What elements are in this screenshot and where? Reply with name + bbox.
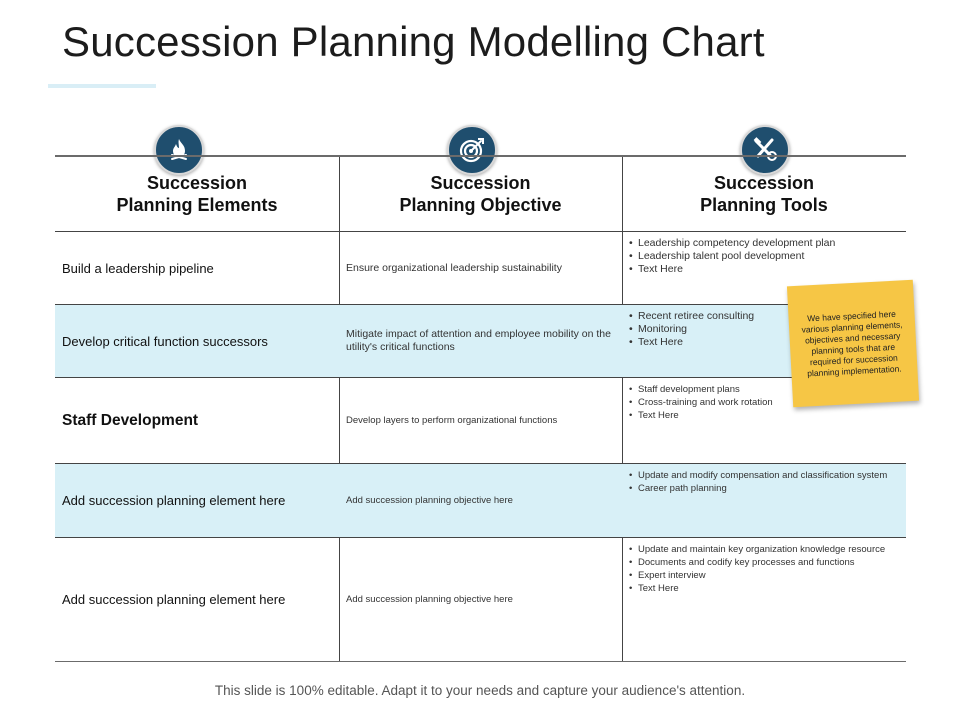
- list-item: • Leadership competency development plan: [629, 237, 835, 250]
- objective-cell: Develop layers to perform organizational functions: [346, 415, 558, 426]
- objective-cell: Ensure organizational leadership sustainability: [346, 261, 562, 274]
- table-row: [55, 377, 906, 463]
- list-item: • Text Here: [629, 582, 885, 595]
- element-cell: Add succession planning element here: [62, 493, 286, 508]
- list-item: • Monitoring: [629, 323, 754, 336]
- list-item: • Expert interview: [629, 569, 885, 582]
- tools-list: [629, 543, 885, 595]
- objective-cell: Add succession planning objective here: [346, 495, 513, 506]
- header-tools: Succession Planning Tools: [700, 172, 828, 215]
- list-item: • Career path planning: [629, 482, 887, 495]
- objective-cell: Mitigate impact of attention and employee mobility on the utility's critical functions: [346, 328, 611, 353]
- title-underline-accent: [48, 84, 156, 88]
- tools-list: [629, 383, 773, 422]
- footer-caption: This slide is 100% editable. Adapt it to your needs and capture your audience's attention.: [214, 683, 746, 698]
- header-elements: Succession Planning Elements: [116, 172, 278, 215]
- table-row: [55, 304, 906, 377]
- page-title: Succession Planning Modelling Chart: [62, 18, 765, 65]
- table-row: [55, 463, 906, 537]
- sticky-note-text: We have specified here various planning elements, objectives and necessary planning tools that are required for succession planning implementation.: [801, 308, 903, 378]
- element-cell: Staff Development: [62, 411, 199, 429]
- tools-list: [629, 469, 887, 495]
- succession-table: [55, 155, 906, 662]
- header-objective: Succession Planning Objective: [399, 172, 562, 215]
- list-item: • Text Here: [629, 336, 754, 349]
- list-item: • Cross-training and work rotation: [629, 396, 773, 409]
- element-cell: Build a leadership pipeline: [62, 260, 214, 276]
- list-item: • Documents and codify key processes and functions: [629, 556, 885, 569]
- element-cell: Add succession planning element here: [62, 592, 286, 607]
- tools-list: [629, 237, 835, 276]
- list-item: • Leadership talent pool development: [629, 250, 835, 263]
- tools-list: [629, 310, 754, 349]
- list-item: • Update and maintain key organization knowledge resource: [629, 543, 885, 556]
- sticky-note: [787, 280, 919, 407]
- list-item: • Update and modify compensation and classification system: [629, 469, 887, 482]
- table-row: [55, 231, 906, 304]
- objective-cell: Add succession planning objective here: [346, 594, 513, 605]
- list-item: • Text Here: [629, 263, 835, 276]
- table-row: [55, 537, 906, 661]
- list-item: • Staff development plans: [629, 383, 773, 396]
- list-item: • Text Here: [629, 409, 773, 422]
- list-item: • Recent retiree consulting: [629, 310, 754, 323]
- element-cell: Develop critical function successors: [62, 333, 268, 349]
